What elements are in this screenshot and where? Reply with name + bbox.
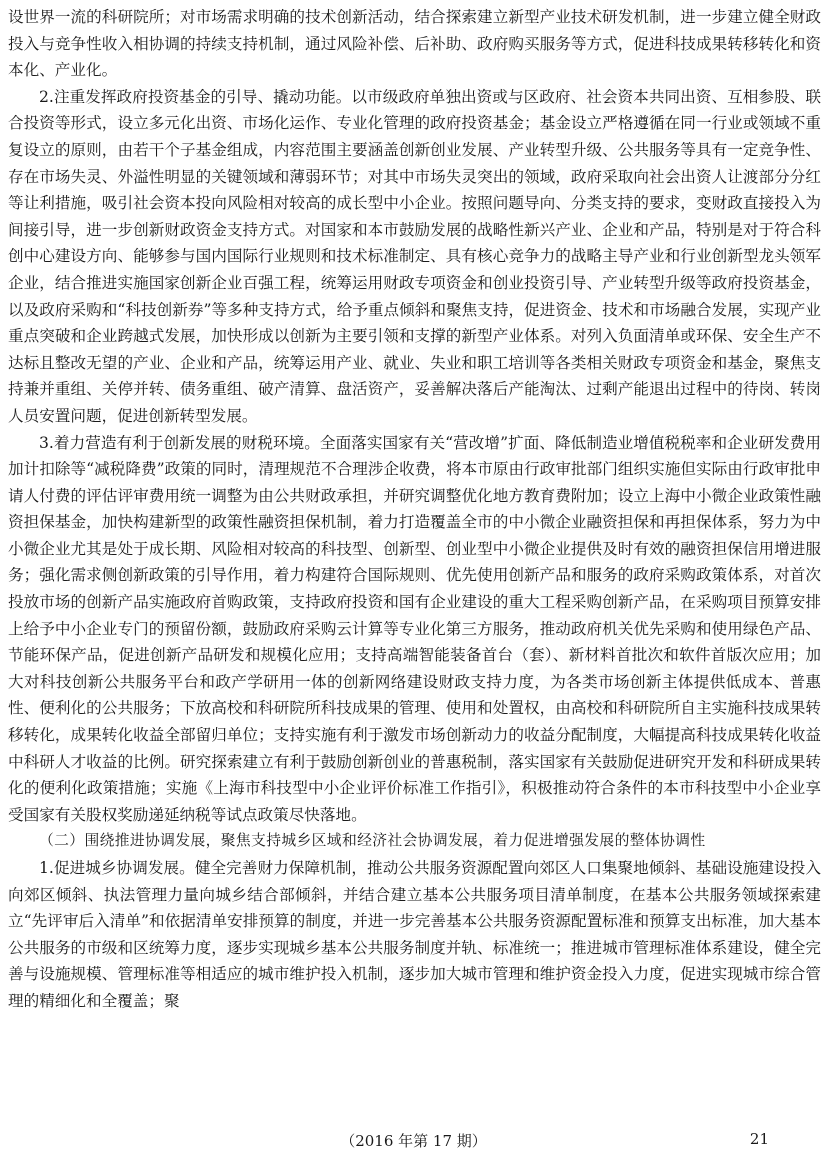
paragraph-government-investment-fund: 2.注重发挥政府投资基金的引导、撬动功能。以市级政府单独出资或与区政府、社会资本共同出资、互相参股、联合投资等形式，设立多元化出资、市场化运作、专业化管理的政府投资基金；基金设立严格遵循在同一行业或领域不重复设立的原则，由若干个子基金组成，内容范围主要涵盖创新创业发展、产业转型升级、公共服务等具有一定竞争性、存在市场失灵、外溢性明显的关键领域和薄弱环节；对其中市场失灵突出的领域，政府采取向社会出资人让渡部分分红等让利措施，吸引社会资本投向风险相对较高的成长型中小企业。按照问题导向、分类支持的要求，变财政直接投入为间接引导，进一步创新财政资金支持方式。对国家和本市鼓励发展的战略性新兴产业、企业和产品，特别是对于符合科创中心建设方向、能够参与国内国际行业规则和技术标准制定、具有核心竞争力的战略主导产业和行业创新型龙头领军企业，结合推进实施国家创新企业百强工程，统筹运用财政专项资金和创业投资引导、产业转型升级等政府投资基金，以及政府采购和“科技创新券”等多种支持方式，给予重点倾斜和聚焦支持，促进资金、技术和市场融合发展，实现产业重点突破和企业跨越式发展，加快形成以创新为主要引领和支撑的新型产业体系。对列入负面清单或环保、安全生产不达标且整改无望的产业、企业和产品，统筹运用产业、就业、失业和职工培训等各类相关财政专项资金和基金，聚焦支持兼并重组、关停并转、债务重组、破产清算、盘活资产，妥善解决落后产能淘汰、过剩产能退出过程中的待岗、转岗人员安置问题，促进创新转型发展。 <box>8 87 821 425</box>
paragraph-urban-rural-coordination: 1.促进城乡协调发展。健全完善财力保障机制，推动公共服务资源配置向郊区人口集聚地倾斜、基础设施建设投入向郊区倾斜、执法管理力量向城乡结合部倾斜，并结合建立基本公共服务项目清单制度，在基本公共服务领域探索建立“先评审后入清单”和依据清单安排预算的制度，并进一步完善基本公共服务资源配置标准和预算支出标准，加大基本公共服务的市级和区统筹力度，逐步实现城乡基本公共服务制度并轨、标准统一；推进城市管理标准体系建设，健全完善与设施规模、管理标准等相适应的城市维护投入机制，逐步加大城市管理和维护资金投入力度，促进实现城市综合管理的精细化和全覆盖；聚 <box>8 859 821 1010</box>
page-number: 21 <box>749 1130 769 1148</box>
paragraph-continuation: 设世界一流的科研院所；对市场需求明确的技术创新活动，结合探索建立新型产业技术研发机制，进一步建立健全财政投入与竞争性收入相协调的持续支持机制，通过风险补偿、后补助、政府购买服务等方式，促进科技成果转移转化和资本化、产业化。 <box>8 8 821 80</box>
document-page <box>8 4 821 1144</box>
page-footer <box>0 1130 827 1154</box>
issue-label: （2016 年第 17 期） <box>340 1132 487 1150</box>
paragraph-fiscal-tax-environment: 3.着力营造有利于创新发展的财税环境。全面落实国家有关“营改增”扩面、降低制造业增值税税率和企业研发费用加计扣除等“减税降费”政策的同时，清理规范不合理涉企收费，将本市原由行政审批部门组织实施但实际由行政审批申请人付费的评估评审费用统一调整为由公共财政承担，并研究调整优化地方教育费附加；设立上海中小微企业政策性融资担保基金，加快构建新型的政策性融资担保机制，着力打造覆盖全市的中小微企业融资担保和再担保体系，努力为中小微企业尤其是处于成长期、风险相对较高的科技型、创新型、创业型中小微企业提供及时有效的融资担保信用增进服务；强化需求侧创新政策的引导作用，着力构建符合国际规则、优先使用创新产品和服务的政府采购政策体系，对首次投放市场的创新产品实施政府首购政策，支持政府投资和国有企业建设的重大工程采购创新产品，在采购项目预算安排上给予中小企业专门的预留份额，鼓励政府采购云计算等专业化第三方服务，推动政府机关优先采购和使用绿色产品、节能环保产品，促进创新产品研发和规模化应用；支持高端智能装备首台（套）、新材料首批次和软件首版次应用；加大对科技创新公共服务平台和政产学研用一体的创新网络建设财政支持力度，为各类市场创新主体提供低成本、普惠性、便利化的公共服务；下放高校和科研院所科技成果的管理、使用和处置权，由高校和科研院所自主实施科技成果转移转化，成果转化收益全部留归单位；支持实施有利于激发市场创新动力的收益分配制度，大幅提高科技成果转化收益中科研人才收益的比例。研究探索建立有利于鼓励创新创业的普惠税制，落实国家有关鼓励促进研究开发和科研成果转化的便利化政策措施；实施《上海市科技型中小企业评价标准工作指引》，积极推动符合条件的本市科技型中小企业享受国家有关股权奖励递延纳税等试点政策尽快落地。 <box>8 433 821 824</box>
section-heading-coordinated-development: （二）围绕推进协调发展，聚焦支持城乡区域和经济社会协调发展，着力促进增强发展的整体协调性 <box>39 832 706 850</box>
